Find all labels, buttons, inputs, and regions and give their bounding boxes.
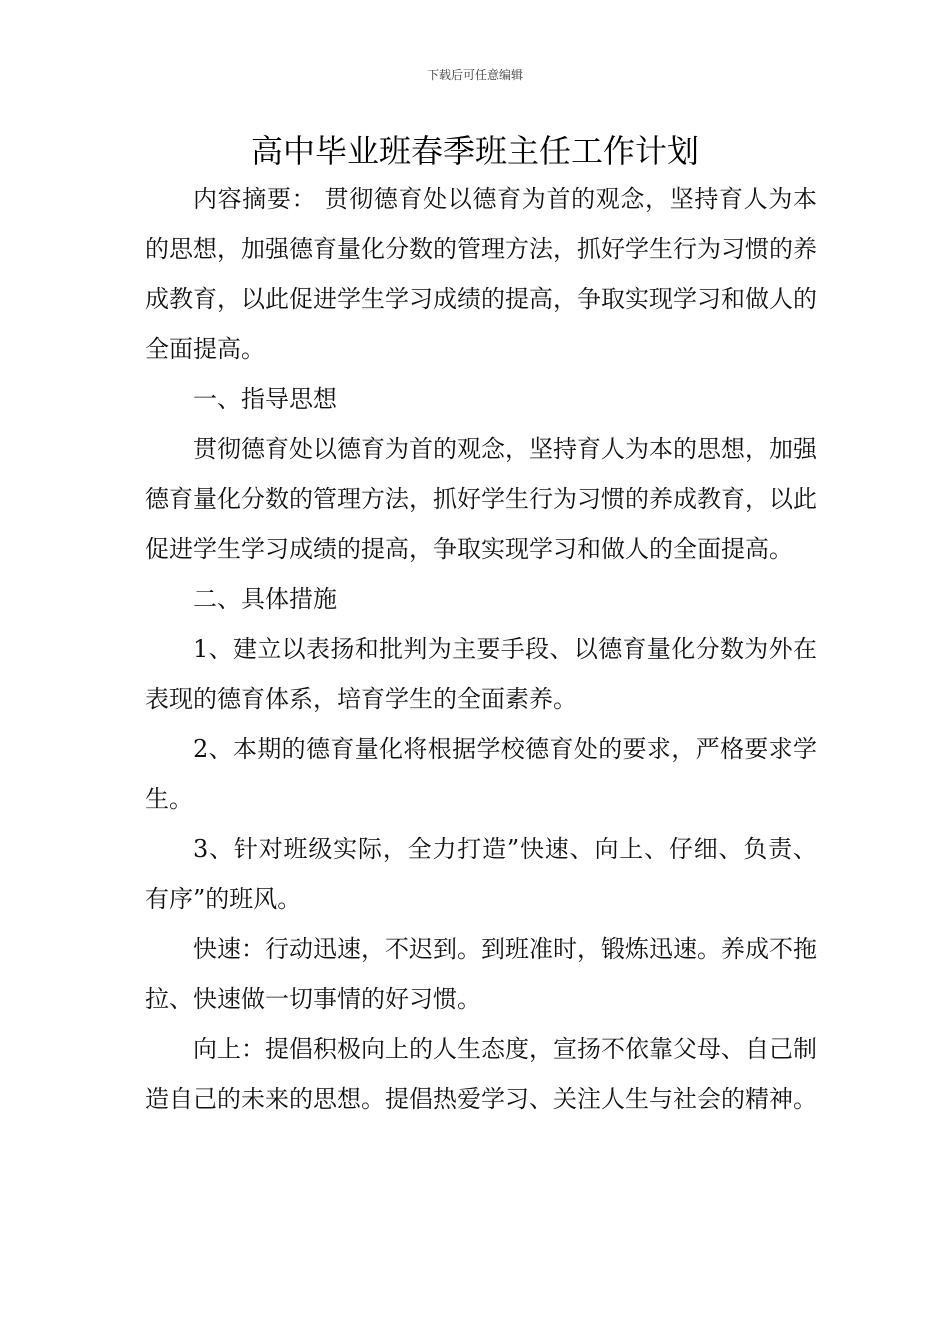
header-note: 下载后可任意编辑: [426, 68, 523, 82]
page-title: 高中毕业班春季班主任工作计划: [250, 132, 699, 170]
paragraph-abstract: 内容摘要： 贯彻德育处以德育为首的观念，坚持育人为本的思想，加强德育量化分数的管理方法，抓好学生行为习惯的养成教育，以此促进学生学习成绩的提高，争取实现学习和做人的全面提高。: [145, 185, 817, 363]
document-body: [145, 174, 817, 1124]
paragraph-fast: 快速：行动迅速，不迟到。到班准时，锻炼迅速。养成不拖拉、快速做一切事情的好习惯。: [145, 935, 817, 1013]
paragraph-measure-1: 1、建立以表扬和批判为主要手段、以德育量化分数为外在表现的德育体系，培育学生的全面素养。: [145, 635, 817, 713]
paragraph-guiding-ideology: 贯彻德育处以德育为首的观念，坚持育人为本的思想，加强德育量化分数的管理方法，抓好学生行为习惯的养成教育，以此促进学生学习成绩的提高，争取实现学习和做人的全面提高。: [145, 435, 817, 563]
paragraph-measure-3: 3、针对班级实际，全力打造”快速、向上、仔细、负责、有序”的班风。: [145, 835, 817, 913]
section-heading-measures: 二、具体措施: [193, 585, 337, 613]
paragraph-upward: 向上：提倡积极向上的人生态度，宣扬不依靠父母、自己制造自己的未来的思想。提倡热爱学习、关注人生与社会的精神。: [145, 1035, 817, 1113]
paragraph-measure-2: 2、本期的德育量化将根据学校德育处的要求，严格要求学生。: [145, 735, 817, 813]
section-heading-guiding-ideology: 一、指导思想: [193, 385, 337, 413]
